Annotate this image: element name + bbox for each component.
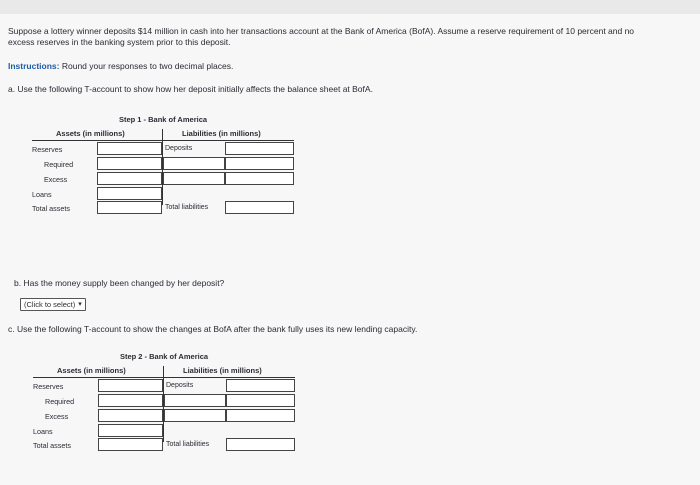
liabilities-extra-input[interactable]: [164, 409, 226, 422]
question-b: b. Has the money supply been changed by her deposit?: [14, 278, 225, 288]
problem-intro: Suppose a lottery winner deposits $14 million in cash into her transactions account at the Bank of America (BofA). Assume a reserve requirement of 10 percent and no excess reserves in the banking system prior to this deposit.: [8, 26, 635, 47]
row-label-excess: Excess: [45, 412, 69, 421]
chevron-down-icon: ▾: [78, 301, 82, 308]
loans-input[interactable]: [97, 187, 162, 200]
total-assets-input[interactable]: [97, 201, 162, 214]
excess-reserves-input[interactable]: [98, 409, 163, 422]
liab-label-deposits: Deposits: [166, 382, 194, 389]
divider: [32, 140, 294, 141]
required-reserves-input[interactable]: [97, 157, 162, 170]
reserves-input[interactable]: [98, 379, 163, 392]
row-label-excess: Excess: [44, 175, 68, 184]
liabilities-extra-input[interactable]: [163, 157, 225, 170]
total-liabilities-input[interactable]: [225, 201, 294, 214]
divider: [33, 377, 295, 378]
total-assets-input[interactable]: [98, 438, 163, 451]
step1-liabilities-header: Liabilities (in millions): [182, 129, 261, 138]
excess-reserves-input[interactable]: [97, 172, 162, 185]
step2-title: Step 2 - Bank of America: [119, 352, 209, 361]
total-liabilities-input[interactable]: [226, 438, 295, 451]
liabilities-extra-value-input[interactable]: [226, 394, 295, 407]
instructions-label: Instructions:: [8, 61, 60, 71]
deposits-input[interactable]: [225, 142, 294, 155]
row-label-reserves: Reserves: [32, 145, 63, 154]
instructions-text: Round your responses to two decimal places.: [61, 61, 234, 71]
row-label-required: Required: [45, 397, 75, 406]
step2-liabilities-header: Liabilities (in millions): [183, 366, 262, 375]
required-reserves-input[interactable]: [98, 394, 163, 407]
liabilities-extra-input[interactable]: [163, 172, 225, 185]
step1-title: Step 1 - Bank of America: [118, 115, 208, 124]
deposits-input[interactable]: [226, 379, 295, 392]
liab-label-total-liabilities: Total liabilities: [166, 441, 210, 448]
select-value: (Click to select): [24, 300, 76, 309]
step2-assets-header: Assets (in millions): [57, 366, 126, 375]
browser-top-strip: [0, 0, 700, 14]
step1-assets-header: Assets (in millions): [56, 129, 125, 138]
liabilities-extra-value-input[interactable]: [226, 409, 295, 422]
row-label-required: Required: [44, 160, 74, 169]
liabilities-extra-input[interactable]: [164, 394, 226, 407]
row-label-total-assets: Total assets: [33, 441, 71, 450]
liabilities-extra-value-input[interactable]: [225, 157, 294, 170]
row-label-loans: Loans: [33, 427, 53, 436]
instructions: [8, 61, 233, 72]
row-label-total-assets: Total assets: [32, 204, 70, 213]
money-supply-select[interactable]: [20, 298, 86, 311]
liab-label-total-liabilities: Total liabilities: [165, 204, 209, 211]
question-a: a. Use the following T-account to show how her deposit initially affects the balance sheet at BofA.: [8, 84, 373, 94]
question-c: c. Use the following T-account to show the changes at BofA after the bank fully uses its new lending capacity.: [8, 324, 418, 334]
liab-label-deposits: Deposits: [165, 145, 193, 152]
reserves-input[interactable]: [97, 142, 162, 155]
row-label-reserves: Reserves: [33, 382, 64, 391]
row-label-loans: Loans: [32, 190, 52, 199]
liabilities-extra-value-input[interactable]: [225, 172, 294, 185]
loans-input[interactable]: [98, 424, 163, 437]
